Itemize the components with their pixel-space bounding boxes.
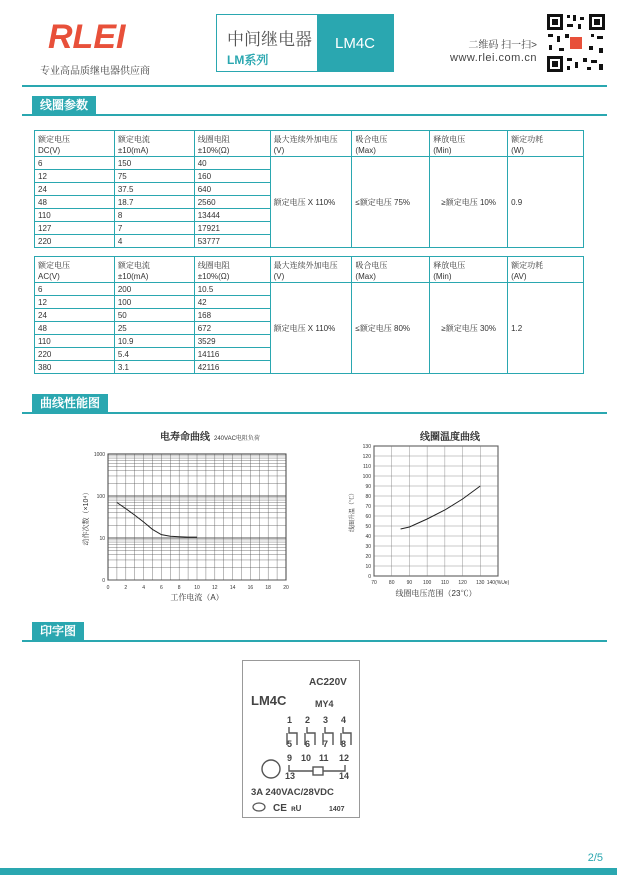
x-tick-label: 80	[388, 580, 395, 586]
table-row: 48 18.7 2560	[35, 196, 584, 209]
x-tick-label: 140(%Ue)	[486, 580, 510, 586]
table-header-row: 额定电压 AC(V) 额定电流 ±10(mA) 线圈电阻 ±10%(Ω) 最大连续外加电压 (V) 吸合电压 (Max) 释放电压 (Min) 额定功耗 (AV)	[35, 257, 584, 283]
y-tick-label: 130	[362, 444, 371, 450]
footer-bar	[0, 868, 617, 875]
svg-text:8: 8	[341, 739, 347, 749]
brand-text: RLEI	[48, 18, 126, 56]
x-tick-label: 16	[247, 585, 254, 591]
ac-release: ≥额定电压 30%	[430, 283, 508, 374]
x-tick-label: 130	[476, 580, 485, 586]
product-model: LM4C	[317, 15, 393, 71]
y-tick-label: 20	[365, 554, 371, 560]
x-tick-label: 4	[142, 585, 145, 591]
section-coil	[22, 96, 607, 116]
marking-rating: 3A 240VAC/28VDC	[251, 787, 334, 798]
svg-text:14: 14	[339, 771, 350, 781]
marking-model: LM4C	[251, 693, 287, 708]
table-row: 24 37.5 640	[35, 183, 584, 196]
section-curves	[22, 394, 607, 414]
svg-text:1: 1	[287, 715, 293, 725]
y-tick-label: 100	[96, 494, 105, 500]
table-row: 12 100 42	[35, 296, 584, 309]
product-box	[216, 14, 394, 72]
coil-symbol-icon	[313, 767, 323, 775]
x-tick-label: 6	[160, 585, 163, 591]
table-row: 220 4 53777	[35, 235, 584, 248]
svg-text:13: 13	[285, 771, 296, 781]
y-tick-label: 10	[99, 536, 105, 542]
marking-voltage: AC220V	[309, 677, 347, 688]
header-divider	[22, 85, 607, 87]
x-tick-label: 100	[422, 580, 432, 586]
marking-diagram	[242, 660, 360, 818]
dc-coil-table	[34, 130, 584, 248]
x-tick-label: 12	[212, 585, 218, 591]
x-tick-label: 0	[106, 585, 110, 591]
dc-release: ≥额定电压 10%	[430, 157, 508, 248]
x-axis-label: 工作电流（A）	[170, 593, 224, 602]
y-tick-label: 70	[365, 504, 371, 510]
x-tick-label: 14	[229, 585, 236, 591]
marking-type: MY4	[315, 699, 334, 709]
y-tick-label: 0	[368, 574, 371, 580]
qr-caption: 二维码 扫一扫>	[468, 40, 537, 51]
y-tick-label: 120	[362, 454, 371, 460]
y-tick-label: 1000	[93, 452, 105, 458]
dc-max-voltage: 额定电压 X 110%	[270, 157, 352, 248]
y-tick-label: 30	[365, 544, 371, 550]
x-tick-label: 110	[440, 580, 449, 586]
section-marking	[22, 622, 607, 642]
temp-chart-title: 线圈温度曲线	[420, 432, 480, 443]
y-tick-label: 110	[363, 464, 371, 470]
table-row: 127 7 17921	[35, 222, 584, 235]
svg-text:5: 5	[287, 739, 293, 749]
section-curves-title: 曲线性能图	[32, 394, 108, 412]
x-tick-label: 90	[406, 580, 413, 586]
svg-text:2: 2	[305, 715, 311, 725]
y-tick-label: 90	[365, 484, 371, 490]
y-tick-label: 50	[365, 524, 371, 530]
ce-mark-icon: CE	[273, 803, 287, 814]
table-row: 110 10.9 3529	[35, 335, 584, 348]
table-row: 12 75 160	[35, 170, 584, 183]
table-row: 380 3.1 42116	[35, 361, 584, 374]
y-tick-label: 100	[362, 474, 371, 480]
dc-power: 0.9	[508, 157, 584, 248]
ac-power: 1.2	[508, 283, 584, 374]
svg-text:11: 11	[319, 753, 329, 763]
svg-text:4: 4	[341, 715, 347, 725]
life-curve-chart	[62, 446, 296, 606]
plot-area	[374, 446, 498, 576]
ac-pickup: ≤额定电压 80%	[352, 283, 430, 374]
x-tick-label: 8	[177, 585, 181, 591]
y-axis-label: 线圈升温（℃）	[350, 489, 356, 533]
table-row: 24 50 168	[35, 309, 584, 322]
website-link[interactable]: www.rlei.com.cn	[450, 52, 537, 64]
qr-code[interactable]	[545, 12, 607, 74]
marking-date: 1407	[329, 806, 345, 813]
table-row: 6 200 10.5 额定电压 X 110% ≤额定电压 80% ≥额定电压 30% 1.2	[35, 283, 584, 296]
svg-text:3: 3	[323, 715, 329, 725]
table-row: 220 5.4 14116	[35, 348, 584, 361]
temp-curve-chart	[340, 440, 550, 602]
ac-coil-table	[34, 256, 584, 374]
dc-pickup: ≤额定电压 75%	[352, 157, 430, 248]
cert-mark-icon	[253, 803, 265, 811]
tagline: 专业高品质继电器供应商	[40, 66, 150, 77]
life-chart-title: 电寿命曲线 240VAC电阻负荷	[160, 432, 260, 443]
y-tick-label: 60	[365, 514, 371, 520]
x-tick-label: 70	[371, 580, 377, 586]
svg-text:12: 12	[339, 753, 350, 763]
table-row: 110 8 13444	[35, 209, 584, 222]
section-coil-title: 线圈参数	[32, 96, 96, 114]
svg-text:10: 10	[301, 753, 312, 763]
svg-text:9: 9	[287, 753, 293, 763]
coil-circle-icon	[262, 760, 280, 778]
ul-mark-icon: ʀU	[291, 804, 302, 813]
x-tick-label: 20	[283, 585, 289, 591]
y-tick-label: 80	[365, 494, 371, 500]
y-tick-label: 0	[102, 578, 105, 584]
x-tick-label: 2	[124, 585, 128, 591]
x-axis-label: 线圈电压范围（23℃）	[395, 589, 477, 598]
product-name: 中间继电器	[227, 30, 312, 49]
y-axis-label: 动作次数（×10⁴）	[83, 488, 90, 546]
qr-logo-icon	[570, 37, 582, 49]
table-row: 48 25 672	[35, 322, 584, 335]
ac-max-voltage: 额定电压 X 110%	[270, 283, 352, 374]
x-tick-label: 10	[194, 585, 200, 591]
rlei-logo	[48, 18, 148, 58]
table-header-row: 额定电压 DC(V) 额定电流 ±10(mA) 线圈电阻 ±10%(Ω) 最大连续外加电压 (V) 吸合电压 (Max) 释放电压 (Min) 额定功耗 (W)	[35, 131, 584, 157]
svg-text:6: 6	[305, 739, 311, 749]
section-marking-title: 印字图	[32, 622, 84, 640]
table-row: 6 150 40 额定电压 X 110% ≤额定电压 75% ≥额定电压 10% 0.9	[35, 157, 584, 170]
page-number: 2/5	[587, 852, 603, 864]
product-series: LM系列	[227, 53, 269, 67]
x-tick-label: 18	[265, 585, 271, 591]
y-tick-label: 40	[365, 534, 371, 540]
x-tick-label: 120	[458, 580, 467, 586]
y-tick-label: 10	[365, 564, 371, 570]
svg-text:7: 7	[323, 739, 329, 749]
